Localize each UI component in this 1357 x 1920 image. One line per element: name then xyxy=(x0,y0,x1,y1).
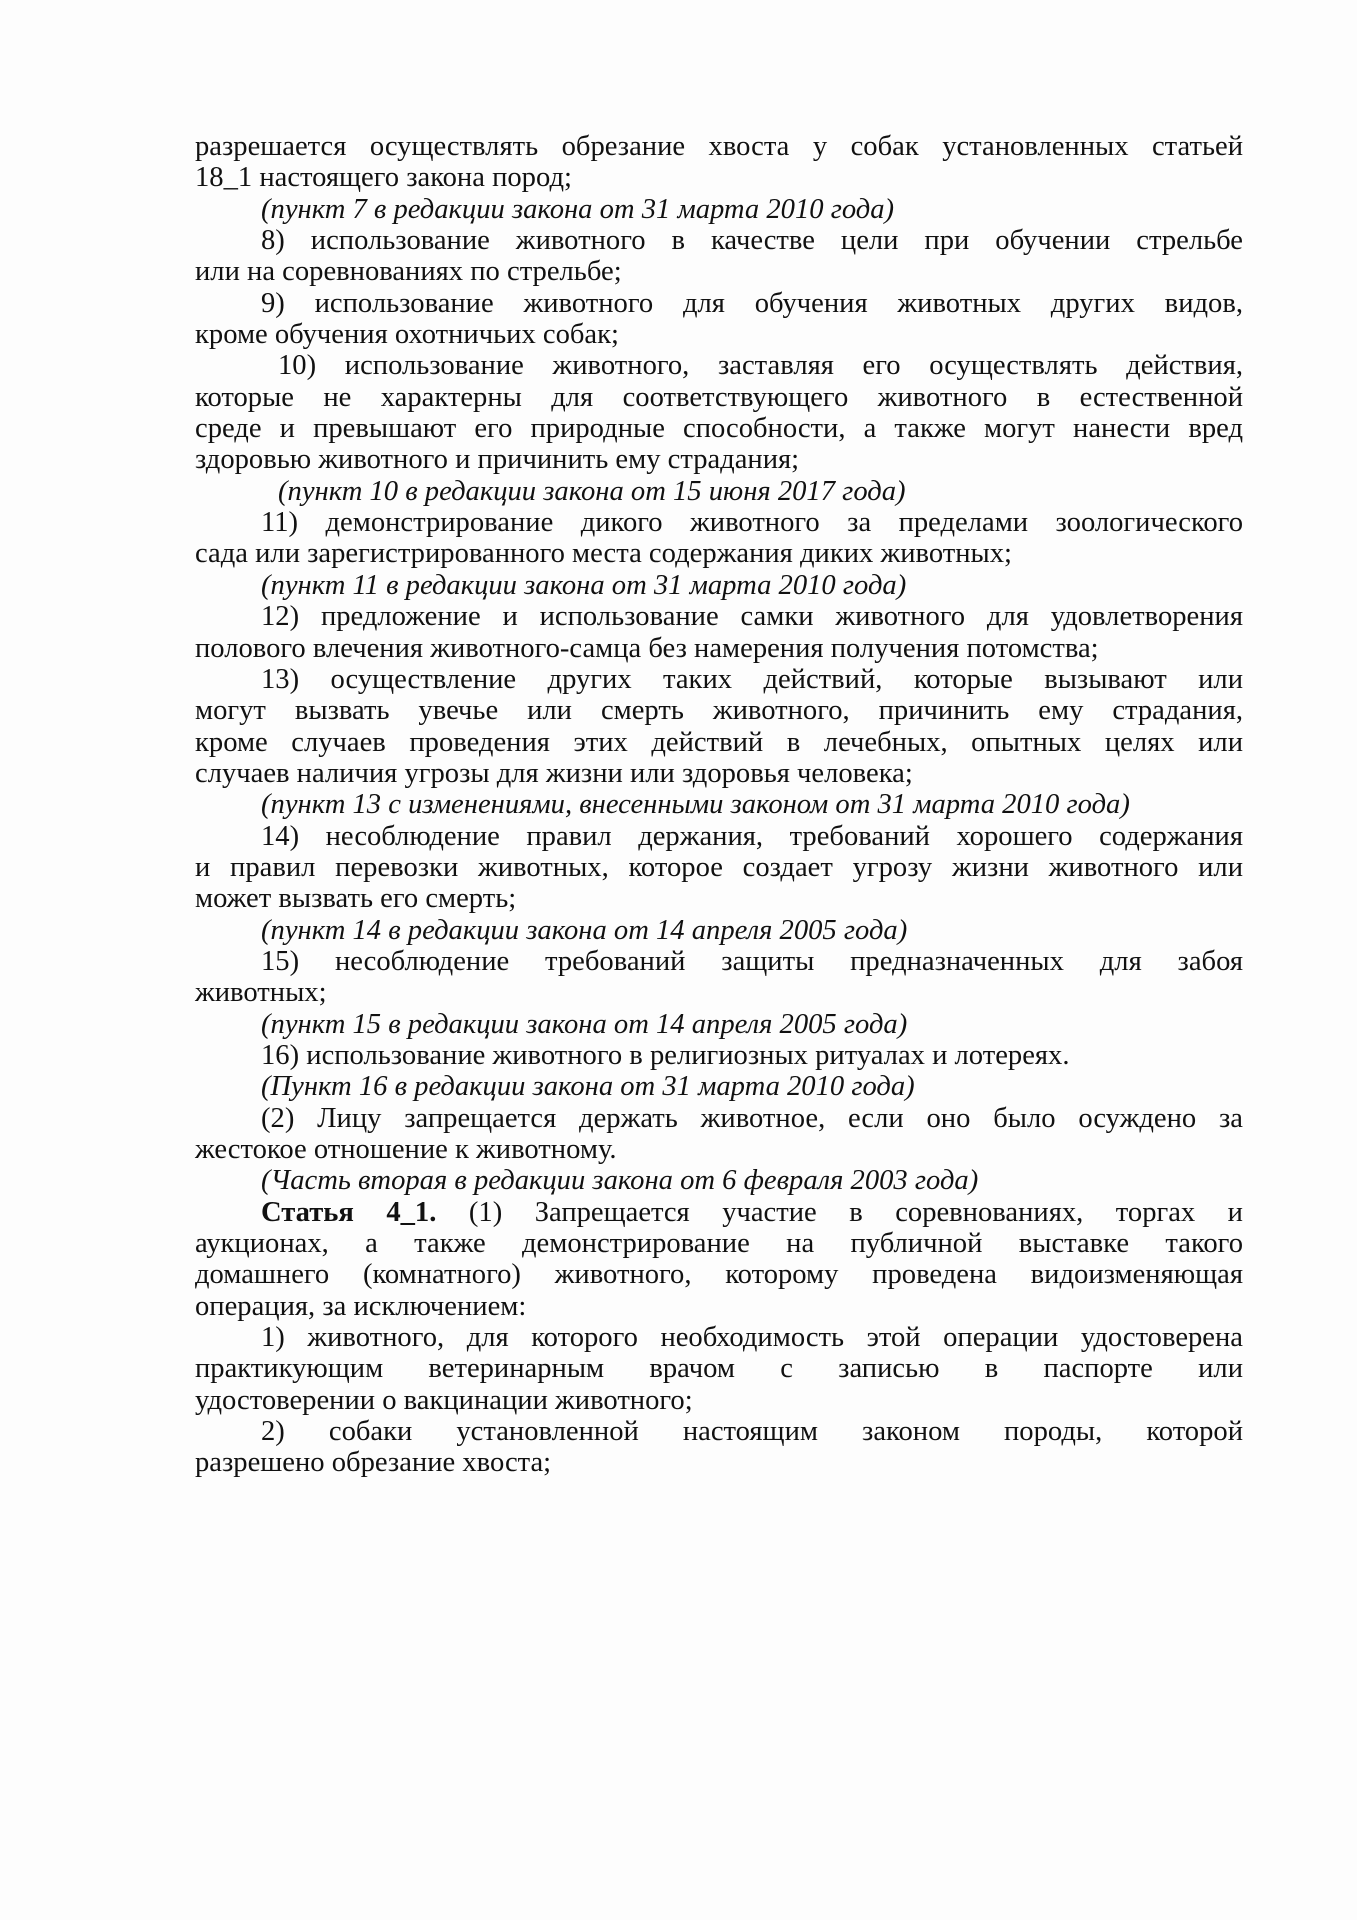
note-line: (пункт 15 в редакции закона от 14 апреля 2005 года) xyxy=(261,1008,908,1040)
text-line: полового влечения животного-самца без намерения получения потомства; xyxy=(195,632,1099,664)
note-line: (Часть вторая в редакции закона от 6 февраля 2003 года) xyxy=(261,1165,979,1197)
article-4-1 xyxy=(195,1197,1243,1322)
text-line: животных; xyxy=(195,977,327,1009)
text-line: 11) демонстрирование дикого животного за пределами зоологического xyxy=(261,507,1243,539)
text-line: 8) использование животного в качестве цели при обучении стрельбе xyxy=(261,225,1243,257)
text-line: 9) использование животного для обучения животных других видов, xyxy=(261,287,1243,319)
text-line: 12) предложение и использование самки животного для удовлетворения xyxy=(261,601,1243,633)
amendment-note xyxy=(195,915,1243,946)
document-body xyxy=(195,131,1243,1479)
text-line: 2) собаки установленной настоящим законом породы, которой xyxy=(261,1416,1243,1448)
list-item-12 xyxy=(195,601,1243,664)
text-line: 13) осуществление других таких действий, которые вызывают или xyxy=(261,663,1243,695)
amendment-note xyxy=(195,570,1243,601)
list-item-15 xyxy=(195,946,1243,1009)
amendment-note xyxy=(195,1165,1243,1196)
text-line: 1) животного, для которого необходимость этой операции удостоверена xyxy=(261,1322,1243,1354)
amendment-note xyxy=(195,1009,1243,1040)
text-line: сада или зарегистрированного места содержания диких животных; xyxy=(195,538,1013,570)
amendment-note xyxy=(195,194,1243,225)
text-line: разрешено обрезание хвоста; xyxy=(195,1447,552,1479)
list-item-10 xyxy=(195,350,1243,475)
text-line: кроме обучения охотничьих собак; xyxy=(195,319,619,351)
article-text: (1) Запрещается участие в соревнованиях, торгах и xyxy=(436,1196,1243,1228)
list-item-13 xyxy=(195,664,1243,789)
text-line: жестокое отношение к животному. xyxy=(195,1134,617,1165)
text-line: (2) Лицу запрещается держать животное, если оно было осуждено за xyxy=(261,1102,1243,1134)
text-line: домашнего (комнатного) животного, которому проведена видоизменяющая xyxy=(195,1259,1243,1291)
amendment-note xyxy=(195,789,1243,820)
text-line: аукционах, а также демонстрирование на публичной выставке такого xyxy=(195,1228,1243,1260)
text-line: удостоверении о вакцинации животного; xyxy=(195,1384,693,1416)
text-line: практикующим ветеринарным врачом с записью в паспорте или xyxy=(195,1353,1243,1385)
amendment-note xyxy=(195,1071,1243,1102)
text-line: могут вызвать увечье или смерть животного, причинить ему страдания, xyxy=(195,695,1243,727)
note-line: (пункт 14 в редакции закона от 14 апреля 2005 года) xyxy=(261,914,908,946)
amendment-note xyxy=(195,476,1243,507)
text-line: среде и превышают его природные способности, а также могут нанести вред xyxy=(195,413,1243,445)
list-item-11 xyxy=(195,507,1243,570)
note-line: (пункт 13 с изменениями, внесенными законом от 31 марта 2010 года) xyxy=(261,789,1130,821)
text-line: 14) несоблюдение правил держания, требований хорошего содержания xyxy=(261,820,1243,852)
text-line: или на соревнованиях по стрельбе; xyxy=(195,256,622,288)
list-item-16 xyxy=(195,1040,1243,1071)
text-line: и правил перевозки животных, которое создает угрозу жизни животного или xyxy=(195,851,1243,883)
text-line: операция, за исключением: xyxy=(195,1290,527,1322)
text-line: здоровью животного и причинить ему страдания; xyxy=(195,444,800,476)
list-item-9 xyxy=(195,288,1243,351)
paragraph-continuation xyxy=(195,131,1243,194)
text-line: 10) использование животного, заставляя его осуществлять действия, xyxy=(278,350,1243,382)
note-line: (Пункт 16 в редакции закона от 31 марта 2010 года) xyxy=(261,1071,915,1103)
list-item-14 xyxy=(195,821,1243,915)
text-line: может вызвать его смерть; xyxy=(195,883,517,915)
text-line: 16) использование животного в религиозных ритуалах и лотереях. xyxy=(261,1039,1070,1071)
text-line: случаев наличия угрозы для жизни или здоровья человека; xyxy=(195,757,913,789)
article-heading: Статья 4_1. xyxy=(261,1196,437,1228)
note-line: (пункт 10 в редакции закона от 15 июня 2017 года) xyxy=(278,475,906,507)
part-2-paragraph xyxy=(195,1103,1243,1166)
note-line: (пункт 11 в редакции закона от 31 марта 2010 года) xyxy=(261,569,907,601)
text-line: 18_1 настоящего закона пород; xyxy=(195,162,572,194)
text-line: которые не характерны для соответствующего животного в естественной xyxy=(195,381,1243,413)
text-line: 15) несоблюдение требований защиты предназначенных для забоя xyxy=(261,945,1243,977)
note-line: (пункт 7 в редакции закона от 31 марта 2010 года) xyxy=(261,193,895,225)
list-item-8 xyxy=(195,225,1243,288)
text-line: разрешается осуществлять обрезание хвоста у собак установленных статьей xyxy=(195,131,1243,162)
exception-item-1 xyxy=(195,1322,1243,1416)
article-first-line xyxy=(195,1197,1243,1228)
exception-item-2 xyxy=(195,1416,1243,1479)
text-line: кроме случаев проведения этих действий в лечебных, опытных целях или xyxy=(195,726,1243,758)
